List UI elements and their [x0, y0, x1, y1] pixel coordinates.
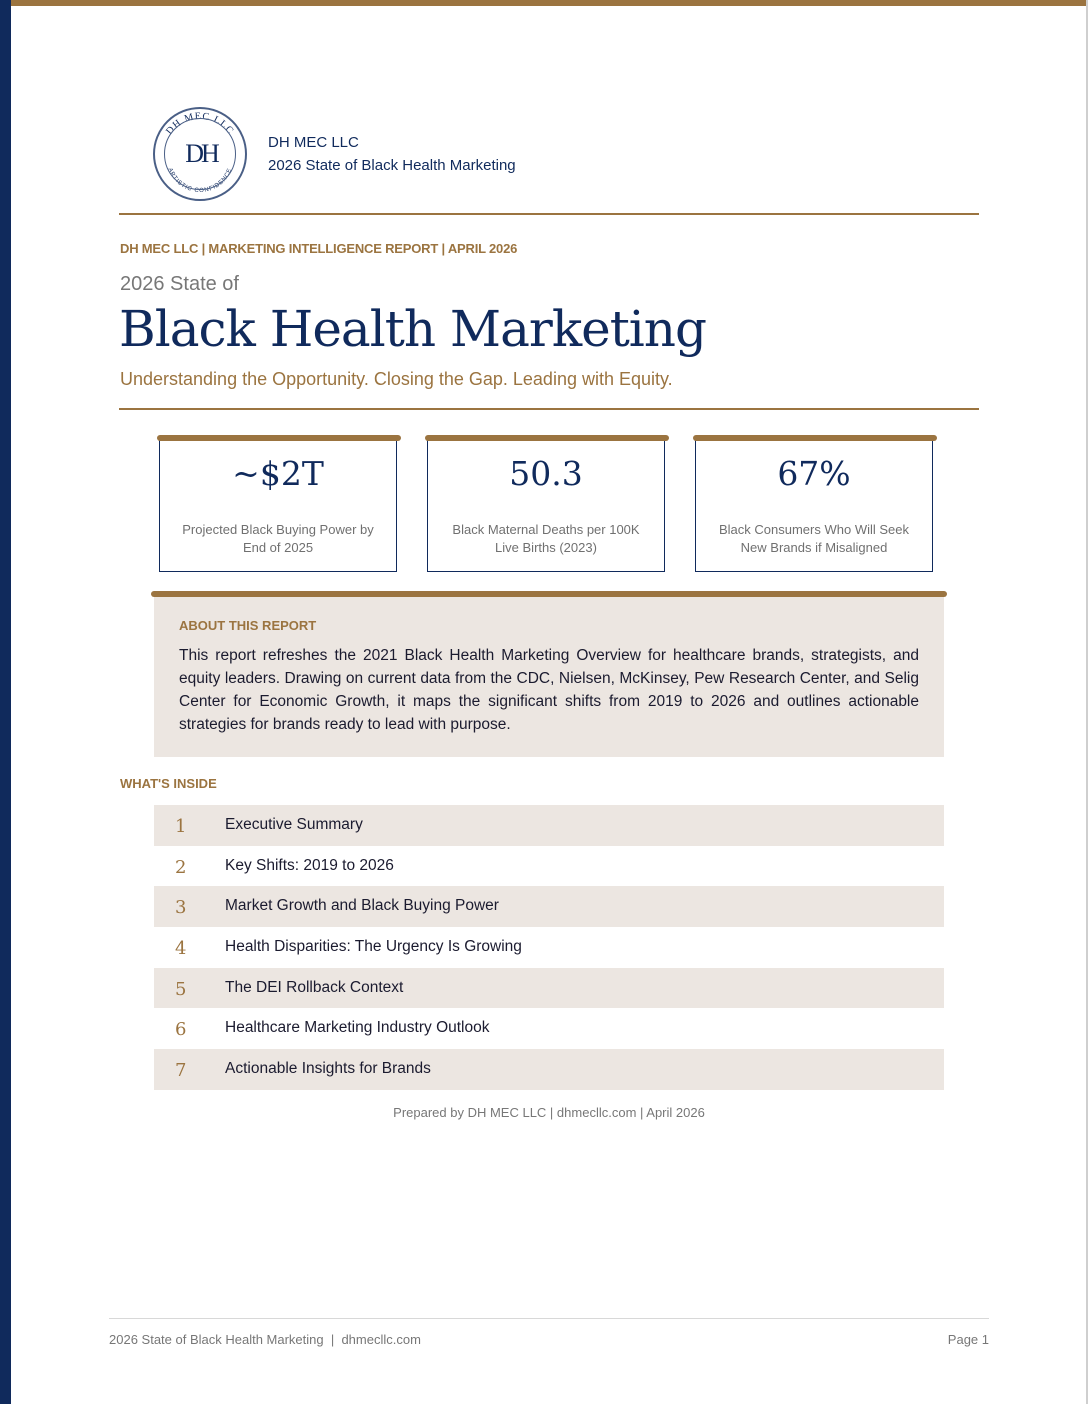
- stat-card-buying-power: [159, 438, 397, 572]
- tagline: Understanding the Opportunity. Closing the Gap. Leading with Equity.: [120, 369, 673, 389]
- pre-title: 2026 State of: [120, 273, 239, 295]
- toc-title: Health Disparities: The Urgency Is Growing: [225, 938, 522, 956]
- stat-value: 67%: [777, 454, 851, 493]
- about-body: This report refreshes the 2021 Black Health Marketing Overview for healthcare brands, strategists, and equity leaders. Drawing on current data from the CDC, Nielsen, McKinsey, Pew Research Center, and Selig Center for Economic Growth, it maps the significant shifts from 2019 to 2026 and outlines actionable strategies for brands ready to lead with purpose.: [179, 647, 919, 733]
- prepared-by-line: Prepared by DH MEC LLC | dhmecllc.com | April 2026: [393, 1105, 705, 1120]
- stat-card-cap: [693, 435, 937, 441]
- toc-title: Executive Summary: [225, 816, 363, 833]
- stat-label: Black Maternal Deaths per 100K Live Births (2023): [452, 522, 640, 555]
- brand-block: [268, 131, 516, 177]
- stat-label: Projected Black Buying Power by End of 2025: [182, 522, 374, 555]
- left-accent-bar: [0, 0, 11, 1404]
- toc-number: 7: [175, 1060, 187, 1082]
- toc-item[interactable]: [154, 1008, 944, 1049]
- toc-number: 4: [175, 938, 187, 960]
- stat-card-brand-switching: [695, 438, 933, 572]
- about-heading: ABOUT THIS REPORT: [179, 618, 317, 633]
- toc-item[interactable]: [154, 968, 944, 1009]
- company-logo: [153, 107, 247, 201]
- header-divider: [119, 213, 979, 215]
- table-of-contents: [154, 805, 944, 1090]
- toc-item[interactable]: [154, 1049, 944, 1090]
- toc-item[interactable]: [154, 805, 944, 846]
- stat-value: ~$2T: [232, 454, 324, 493]
- toc-title: Key Shifts: 2019 to 2026: [225, 856, 394, 874]
- footer-divider: [109, 1318, 989, 1319]
- logo-inner-ring: [164, 118, 236, 190]
- toc-title: Market Growth and Black Buying Power: [225, 897, 499, 915]
- toc-item[interactable]: [154, 927, 944, 968]
- page-number: Page 1: [947, 1332, 989, 1347]
- logo-ring-top: DH MEC LLC: [164, 110, 236, 137]
- stat-card-cap: [425, 435, 669, 441]
- toc-number: 6: [175, 1019, 187, 1041]
- stat-value: 50.3: [509, 454, 583, 493]
- contents-heading: WHAT'S INSIDE: [120, 776, 217, 791]
- stat-label: Black Consumers Who Will Seek New Brands if Misaligned: [719, 522, 909, 555]
- page-title: Black Health Marketing: [119, 300, 707, 358]
- toc-title: Healthcare Marketing Industry Outlook: [225, 1019, 490, 1037]
- logo-monogram: DH: [185, 139, 217, 168]
- toc-number: 2: [175, 856, 187, 878]
- about-panel: [154, 594, 944, 757]
- toc-title: Actionable Insights for Brands: [225, 1060, 431, 1078]
- brand-report-name: 2026 State of Black Health Marketing: [268, 157, 516, 174]
- brand-company: DH MEC LLC: [268, 134, 359, 151]
- toc-title: The DEI Rollback Context: [225, 978, 404, 996]
- title-divider: [119, 408, 979, 410]
- logo-ring-bottom: ARTISTIC CONFIDENCE: [166, 167, 234, 195]
- stat-card-maternal-deaths: [427, 438, 665, 572]
- toc-item[interactable]: [154, 846, 944, 887]
- toc-number: 1: [175, 816, 187, 837]
- about-panel-cap: [151, 591, 947, 597]
- toc-number: 5: [175, 978, 187, 1000]
- footer-text: 2026 State of Black Health Marketing | dhmecllc.com: [109, 1332, 421, 1347]
- stat-card-cap: [157, 435, 401, 441]
- toc-item[interactable]: [154, 886, 944, 927]
- report-eyebrow: DH MEC LLC | MARKETING INTELLIGENCE REPORT | APRIL 2026: [120, 241, 518, 256]
- toc-number: 3: [175, 897, 187, 919]
- top-accent-rule: [0, 0, 1088, 6]
